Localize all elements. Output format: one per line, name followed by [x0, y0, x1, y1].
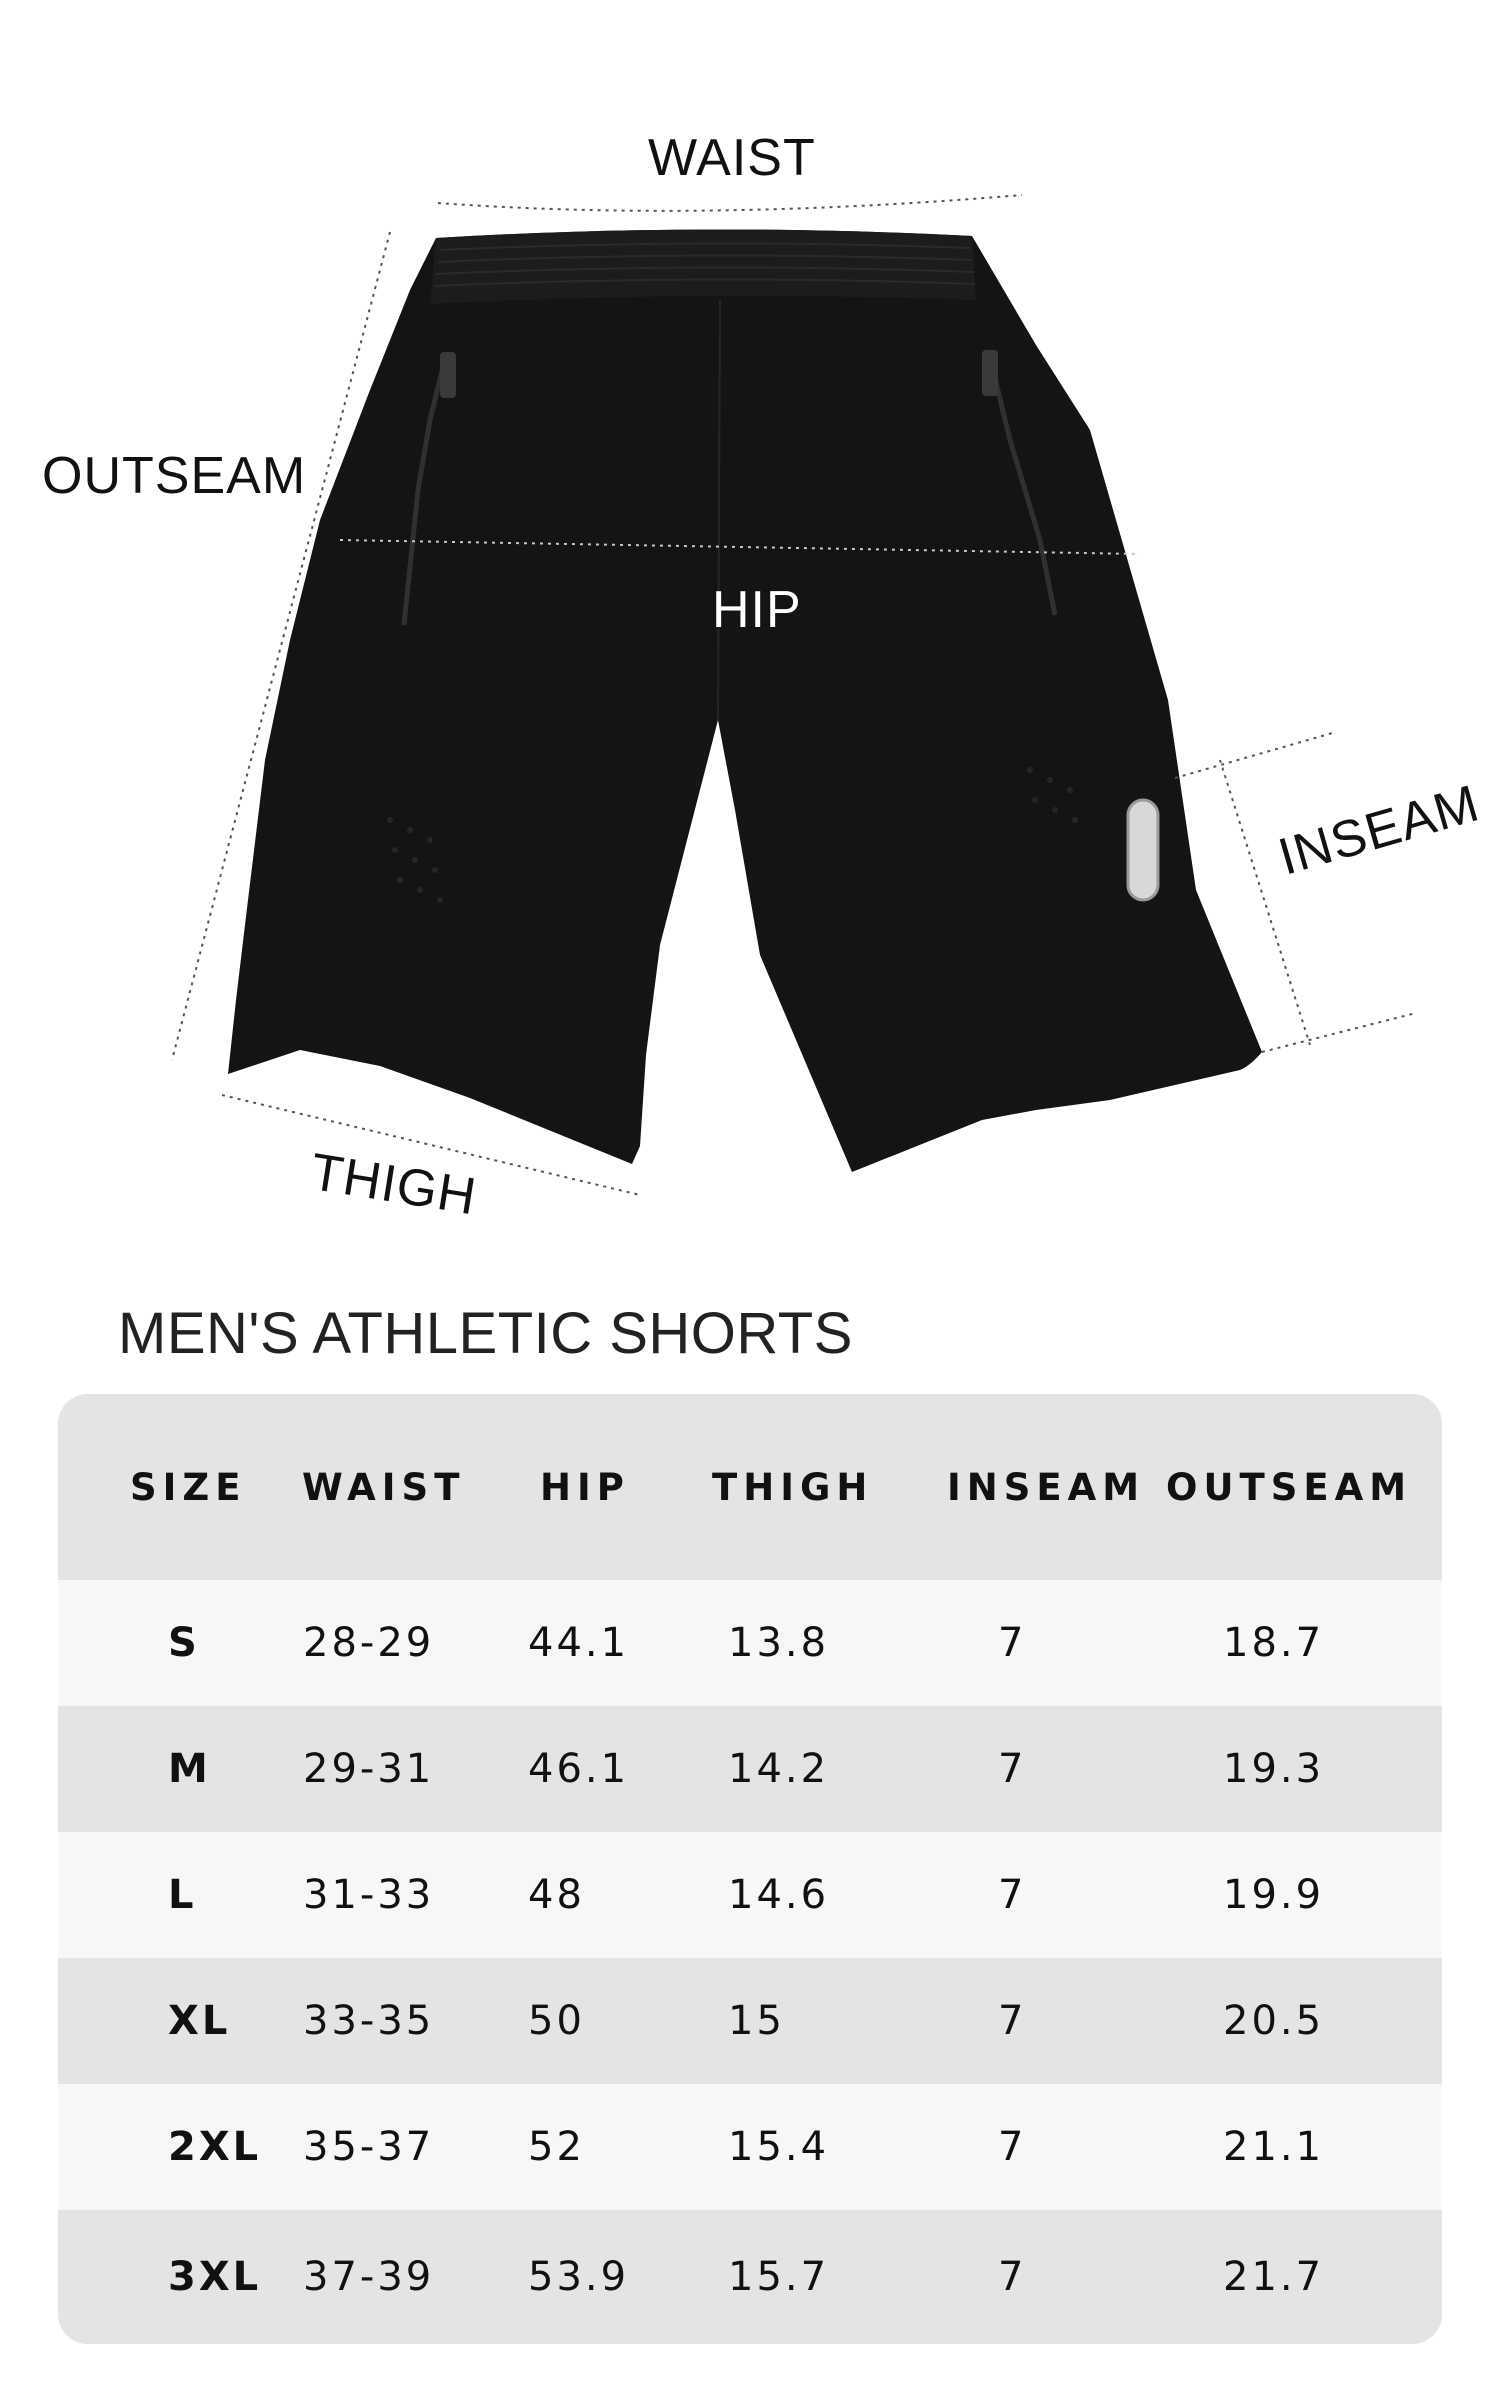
cell-outseam: 21.1: [1223, 2124, 1325, 2170]
size-chart-title: MEN'S ATHLETIC SHORTS: [118, 1301, 853, 1366]
cell-thigh: 15: [728, 1998, 785, 2044]
cell-waist: 35-37: [303, 2124, 435, 2170]
cell-hip: 50: [528, 1998, 585, 2044]
cell-hip: 52: [528, 2124, 585, 2170]
cell-size: M: [168, 1746, 211, 1792]
header-waist: WAIST: [302, 1465, 466, 1509]
left-zipper-pull: [440, 352, 456, 398]
cell-waist: 37-39: [303, 2254, 435, 2300]
cell-thigh: 14.2: [728, 1746, 830, 1792]
size-chart-table: [58, 1394, 1442, 2344]
table-row: [58, 2084, 1442, 2210]
thigh-label: THIGH: [306, 1142, 481, 1227]
cell-outseam: 18.7: [1223, 1620, 1325, 1666]
cell-inseam: 7: [998, 1872, 1027, 1918]
header-inseam: INSEAM: [947, 1465, 1146, 1509]
header-outseam: OUTSEAM: [1166, 1465, 1413, 1509]
cell-inseam: 7: [998, 2124, 1027, 2170]
hip-label: HIP: [712, 581, 802, 639]
cell-thigh: 13.8: [728, 1620, 830, 1666]
inseam-bottom-guide: [1262, 1013, 1416, 1052]
cell-inseam: 7: [998, 2254, 1027, 2300]
cell-hip: 44.1: [528, 1620, 630, 1666]
cell-waist: 28-29: [303, 1620, 435, 1666]
inseam-label: INSEAM: [1272, 774, 1486, 887]
cell-thigh: 15.7: [728, 2254, 830, 2300]
header-hip: HIP: [540, 1465, 630, 1509]
cell-outseam: 19.9: [1223, 1872, 1325, 1918]
cell-outseam: 19.3: [1223, 1746, 1325, 1792]
cell-size: L: [168, 1872, 197, 1918]
cell-outseam: 20.5: [1223, 1998, 1325, 2044]
waist-label: WAIST: [648, 129, 816, 187]
cell-waist: 31-33: [303, 1872, 435, 1918]
cell-waist: 29-31: [303, 1746, 435, 1792]
cell-hip: 53.9: [528, 2254, 630, 2300]
outseam-label: OUTSEAM: [42, 447, 307, 505]
cell-hip: 46.1: [528, 1746, 630, 1792]
cell-inseam: 7: [998, 1620, 1027, 1666]
reflective-stripe: [1128, 800, 1158, 900]
table-row: [58, 1580, 1442, 1706]
cell-inseam: 7: [998, 1998, 1027, 2044]
cell-size: 3XL: [168, 2254, 262, 2300]
shorts-silhouette: [228, 229, 1262, 1172]
inseam-top-guide: [1175, 732, 1336, 778]
table-row: [58, 1958, 1442, 2084]
header-thigh: THIGH: [712, 1465, 874, 1509]
cell-waist: 33-35: [303, 1998, 435, 2044]
cell-inseam: 7: [998, 1746, 1027, 1792]
table-header-row: [58, 1394, 1442, 1580]
table-row: [58, 2210, 1442, 2344]
cell-size: 2XL: [168, 2124, 262, 2170]
table-row: [58, 1706, 1442, 1832]
cell-size: XL: [168, 1998, 231, 2044]
waist-guide: [438, 195, 1022, 211]
cell-thigh: 14.6: [728, 1872, 830, 1918]
cell-size: S: [168, 1620, 200, 1666]
cell-thigh: 15.4: [728, 2124, 830, 2170]
header-size: SIZE: [130, 1465, 247, 1509]
cell-hip: 48: [528, 1872, 585, 1918]
table-row: [58, 1832, 1442, 1958]
cell-outseam: 21.7: [1223, 2254, 1325, 2300]
right-zipper-pull: [982, 350, 998, 396]
